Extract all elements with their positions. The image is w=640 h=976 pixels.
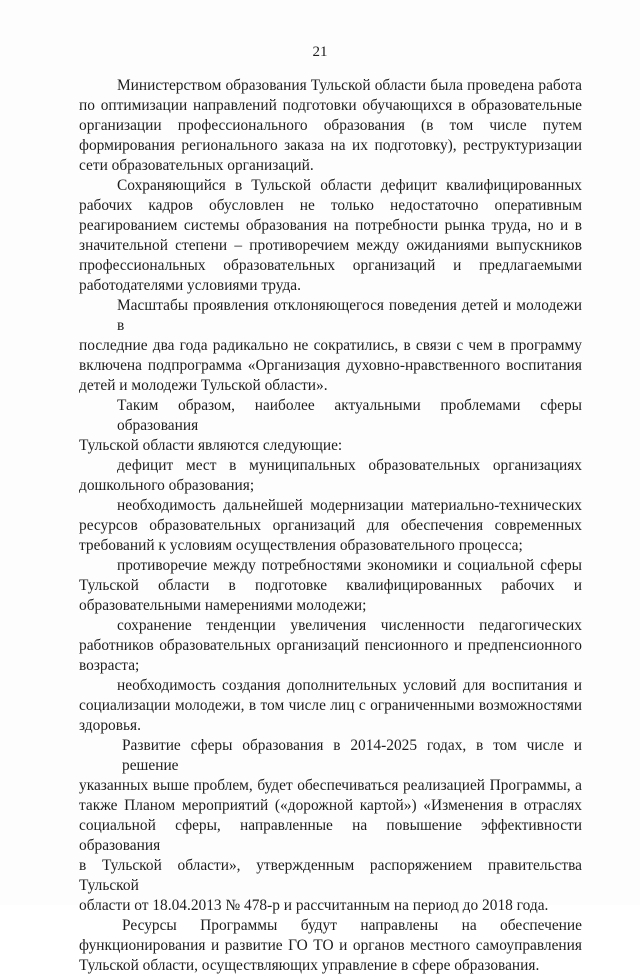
paragraph-resources — [79, 916, 582, 976]
paragraph-line: работодателями условиями труда. — [79, 277, 301, 294]
paragraph-line: противоречие между потребностями экономики и социальной сферы — [117, 557, 582, 574]
paragraph-problem-2 — [79, 496, 582, 556]
paragraph-line: также Планом мероприятий («дорожной картой») «Изменения в отраслях — [79, 797, 582, 814]
paragraph-line: сохранение тенденции увеличения численности педагогических — [117, 617, 582, 634]
paragraph-line: детей и молодежи Тульской области». — [79, 377, 328, 394]
page-number: 21 — [312, 44, 328, 60]
paragraph-line: профессиональных образовательных организаций и предлагаемыми — [79, 257, 582, 274]
paragraph-line: Масштабы проявления отклоняющегося поведения детей и молодежи в — [117, 297, 582, 334]
paragraph-line: рабочих кадров обусловлен не только недостаточно оперативным — [79, 197, 582, 214]
paragraph-problem-4 — [79, 616, 582, 676]
paragraph-line: Министерством образования Тульской области была проведена работа — [117, 77, 582, 94]
paragraph-line: образовательными намерениями молодежи; — [79, 597, 367, 614]
paragraph-line: необходимость создания дополнительных условий для воспитания и — [117, 677, 582, 694]
paragraph-line: требований к условиям осуществления образовательного процесса; — [79, 537, 523, 554]
paragraph-line: Ресурсы Программы будут направлены на обеспечение — [122, 917, 582, 934]
paragraph-line: по оптимизации направлений подготовки обучающихся в образовательные — [79, 97, 582, 114]
paragraph-line: значительной степени – противоречием между ожиданиями выпускников — [79, 237, 582, 254]
body-text — [79, 76, 582, 976]
paragraph-problems-intro — [79, 396, 582, 456]
paragraph-line: формирования регионального заказа на их подготовку), реструктуризации — [79, 137, 582, 154]
paragraph-line: сети образовательных организаций. — [79, 157, 314, 174]
paragraph-line: Тульской области в подготовке квалифицированных рабочих и — [79, 577, 582, 594]
paragraph-line: области от 18.04.2013 № 478-р и рассчитанным на период до 2018 года. — [79, 897, 549, 914]
paragraph-problem-5 — [79, 676, 582, 736]
paragraph-line: социализации молодежи, в том числе лиц с ограниченными возможностями — [79, 697, 582, 714]
paragraph-line: социальной сферы, направленные на повышение эффективности образования — [79, 817, 582, 854]
paragraph-line: здоровья. — [79, 717, 141, 734]
paragraph-line: работников образовательных организаций пенсионного и предпенсионного — [79, 637, 582, 654]
paragraph-problem-1 — [79, 456, 582, 496]
paragraph-line: дошкольного образования; — [79, 477, 255, 494]
paragraph-problem-3 — [79, 556, 582, 616]
paragraph-deviant — [79, 296, 582, 396]
paragraph-ministry — [79, 76, 582, 176]
paragraph-line: указанных выше проблем, будет обеспечиваться реализацией Программы, а — [79, 777, 582, 794]
paragraph-line: организации профессионального образования (в том числе путем — [79, 117, 582, 134]
paragraph-line: Таким образом, наиболее актуальными проблемами сферы образования — [117, 397, 582, 434]
paragraph-line: последние два года радикально не сократились, в связи с чем в программу — [79, 337, 582, 354]
paragraph-line: Развитие сферы образования в 2014-2025 годах, в том числе и решение — [122, 737, 582, 774]
paragraph-line: функционирования и развитие ГО ТО и органов местного самоуправления — [79, 937, 582, 954]
paragraph-line: реагированием системы образования на потребности рынка труда, но и в — [79, 217, 582, 234]
paragraph-line: включена подпрограмма «Организация духовно-нравственного воспитания — [79, 357, 582, 374]
paragraph-line: в Тульской области», утвержденным распоряжением правительства Тульской — [79, 857, 582, 894]
paragraph-line: необходимость дальнейшей модернизации материально-технических — [117, 497, 582, 514]
paragraph-line: Тульской области, осуществляющих управление в сфере образования. — [79, 957, 540, 974]
paragraph-line: Тульской области являются следующие: — [79, 437, 343, 454]
paragraph-line: Сохраняющийся в Тульской области дефицит квалифицированных — [117, 177, 582, 194]
paragraph-line: дефицит мест в муниципальных образовательных организациях — [117, 457, 582, 474]
paragraph-development — [79, 736, 582, 916]
paragraph-line: ресурсов образовательных организаций для обеспечения современных — [79, 517, 582, 534]
paragraph-deficit — [79, 176, 582, 296]
paragraph-line: возраста; — [79, 657, 140, 674]
